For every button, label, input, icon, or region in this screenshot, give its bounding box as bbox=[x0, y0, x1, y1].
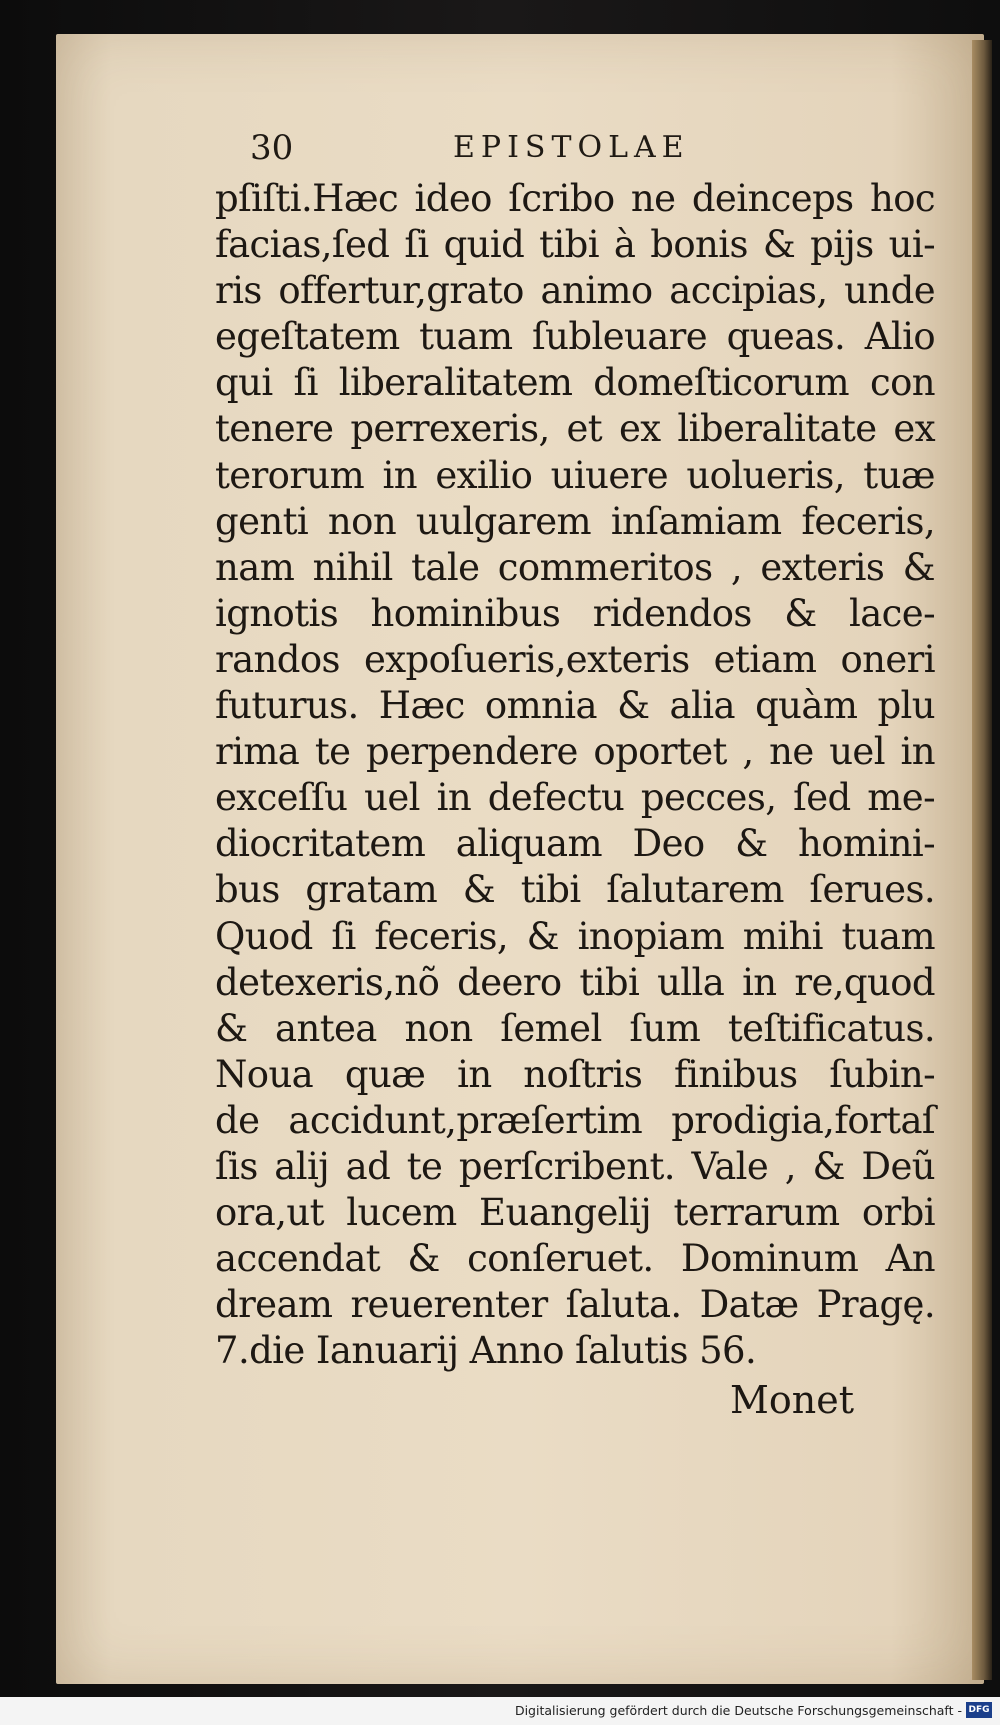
text-line: dream reuerenter ſaluta. Datæ Pragę. bbox=[215, 1283, 935, 1327]
text-line: ignotis hominibus ridendos & lace- bbox=[215, 591, 935, 635]
text-line: Noua quæ in noſtris finibus ſubin- bbox=[215, 1052, 935, 1096]
text-line: egeſtatem tuam ſubleuare queas. Alio bbox=[215, 315, 935, 359]
text-line: randos expoſueris,exteris etiam oneri bbox=[215, 637, 935, 681]
page-number: 30 bbox=[250, 128, 294, 168]
page-edge bbox=[972, 40, 992, 1680]
text-line: qui ſi liberalitatem domeſticorum con bbox=[215, 361, 935, 405]
text-line: nam nihil tale commeritos , exteris & bbox=[215, 545, 935, 589]
text-line: & antea non ſemel ſum teſtificatus. bbox=[215, 1006, 935, 1050]
text-line: Quod ſi feceris, & inopiam mihi tuam bbox=[215, 914, 935, 958]
text-line: tenere perrexeris, et ex liberalitate ex bbox=[215, 407, 935, 451]
body-text bbox=[215, 176, 935, 1374]
footer-credit: Digitalisierung gefördert durch die Deutsche Forschungsgemeinschaft - bbox=[514, 1703, 962, 1718]
text-line: pſiſti.Hæc ideo ſcribo ne deinceps hoc bbox=[215, 177, 935, 220]
text-line: terorum in exilio uiuere uolueris, tuæ bbox=[215, 453, 935, 497]
footer-bar bbox=[0, 1697, 1000, 1725]
text-line: facias,ſed ſi quid tibi à bonis & pijs ui- bbox=[215, 223, 935, 267]
dfg-logo: DFG bbox=[966, 1702, 992, 1718]
text-line: ris offertur,grato animo accipias, unde bbox=[215, 269, 935, 313]
text-line: accendat & conſeruet. Dominum An bbox=[215, 1237, 935, 1281]
text-line: 7.die Ianuarij Anno ſalutis 56. bbox=[215, 1329, 757, 1373]
running-head bbox=[250, 128, 970, 178]
text-line: bus gratam & tibi ſalutarem ſerues. bbox=[215, 868, 935, 912]
text-line: rima te perpendere oportet , ne uel in bbox=[215, 730, 935, 774]
text-line: diocritatem aliquam Deo & homini- bbox=[215, 822, 935, 866]
text-line: ſis alij ad te perſcribent. Vale , & Deũ bbox=[215, 1144, 935, 1188]
text-line: detexeris,nõ deero tibi ulla in re,quod bbox=[215, 960, 935, 1004]
text-line: exceſſu uel in defectu pecces, ſed me- bbox=[215, 776, 935, 820]
text-line: ora,ut lucem Euangelij terrarum orbi bbox=[215, 1191, 935, 1235]
text-line: de accidunt,præſertim prodigia,fortaſ bbox=[215, 1098, 935, 1142]
running-title: EPISTOLAE bbox=[453, 130, 690, 165]
text-line: futurus. Hæc omnia & alia quàm plu bbox=[215, 684, 935, 728]
text-line: genti non uulgarem inſamiam feceris, bbox=[215, 499, 935, 543]
catchword: Monet bbox=[730, 1378, 855, 1422]
